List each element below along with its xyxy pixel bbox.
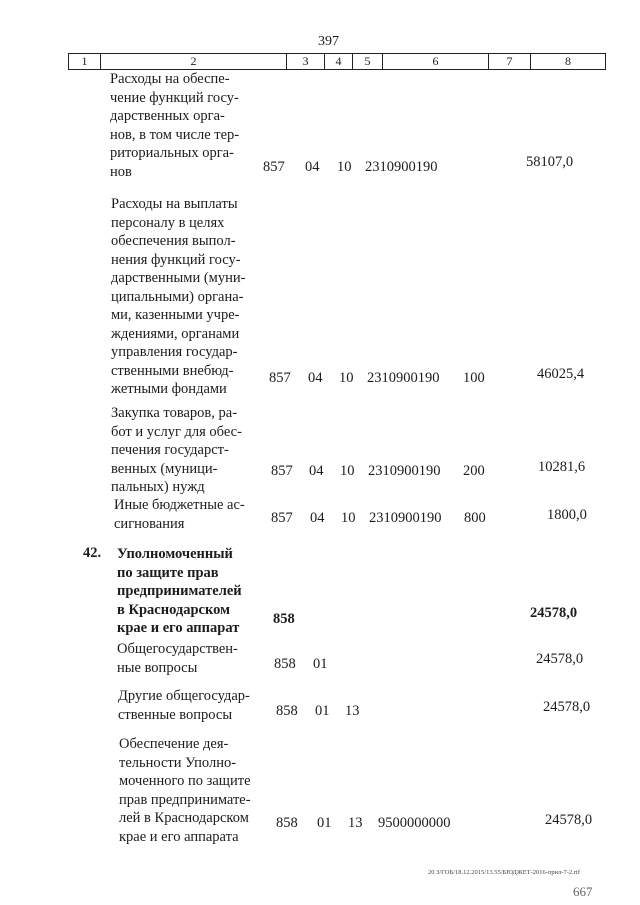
row-description: Обеспечение дея- тельности Уполно- моченного по защите прав предпринимате- лей в Краснодарском крае и его аппарата (119, 736, 251, 845)
file-path-footer: 20 З/ГОБ/18.12.2015/13.55/БЮДЖЕТ-2016-прил-7-2.rtf (428, 869, 580, 876)
page-number: 397 (318, 34, 339, 49)
column-header: 5 (353, 54, 383, 69)
section-code: 04 (310, 510, 325, 526)
column-header: 2 (101, 54, 287, 69)
row-description: Закупка товаров, ра- бот и услуг для обес- печения государст- венных (муници- пальных) нужд (111, 405, 242, 495)
subsection-code: 13 (345, 703, 360, 719)
expense-type-code: 800 (464, 510, 486, 526)
section-code: 04 (305, 159, 320, 175)
section-code: 04 (309, 463, 324, 479)
column-header: 1 (69, 54, 101, 69)
column-header-row (68, 53, 606, 70)
amount: 58107,0 (526, 154, 574, 170)
amount: 1800,0 (547, 507, 587, 523)
row-description: Другие общегосудар- ственные вопросы (118, 688, 250, 723)
item-number: 42. (83, 545, 102, 561)
ved-code: 858 (276, 815, 298, 831)
amount: 24578,0 (536, 651, 584, 667)
subsection-code: 13 (348, 815, 363, 831)
amount: 10281,6 (538, 459, 586, 475)
amount: 24578,0 (543, 699, 591, 715)
column-header: 4 (325, 54, 353, 69)
subsection-code: 10 (337, 159, 352, 175)
subsection-code: 10 (340, 463, 355, 479)
column-header: 3 (287, 54, 325, 69)
amount: 24578,0 (530, 605, 578, 621)
row-description: Расходы на обеспе- чение функций госу- дарственных орга- нов, в том числе тер- риториальных орга- нов (110, 71, 240, 180)
column-header: 7 (489, 54, 531, 69)
column-header: 8 (565, 54, 571, 68)
section-code: 01 (315, 703, 330, 719)
section-code: 04 (308, 370, 323, 386)
subsection-code: 10 (339, 370, 354, 386)
target-article-code: 9500000000 (378, 815, 451, 831)
target-article-code: 2310900190 (368, 463, 441, 479)
amount: 46025,4 (537, 366, 585, 382)
bottom-page-number: 667 (573, 884, 593, 899)
ved-code: 858 (274, 656, 296, 672)
ved-code: 857 (269, 370, 291, 386)
target-article-code: 2310900190 (365, 159, 438, 175)
target-article-code: 2310900190 (369, 510, 442, 526)
subsection-code: 10 (341, 510, 356, 526)
amount: 24578,0 (545, 812, 593, 828)
section-code: 01 (317, 815, 332, 831)
row-description: Расходы на выплаты персоналу в целях обеспечения выпол- нения функций госу- дарственными (муни- ципальными) органа- ми, казенными учре- ждениями, органами управления государ- ственными внебюд- жетными фондами (111, 196, 246, 397)
ved-code: 857 (263, 159, 285, 175)
ved-code: 858 (273, 611, 295, 627)
ved-code: 857 (271, 510, 293, 526)
ved-code: 858 (276, 703, 298, 719)
expense-type-code: 100 (463, 370, 485, 386)
ved-code: 857 (271, 463, 293, 479)
column-header: 6 (383, 54, 489, 69)
expense-type-code: 200 (463, 463, 485, 479)
row-description: Иные бюджетные ас- сигнования (114, 497, 245, 532)
section-code: 01 (313, 656, 328, 672)
target-article-code: 2310900190 (367, 370, 440, 386)
row-description: Общегосударствен- ные вопросы (117, 641, 238, 676)
row-description: Уполномоченный по защите прав предпринимателей в Краснодарском крае и его аппарат (117, 546, 242, 636)
